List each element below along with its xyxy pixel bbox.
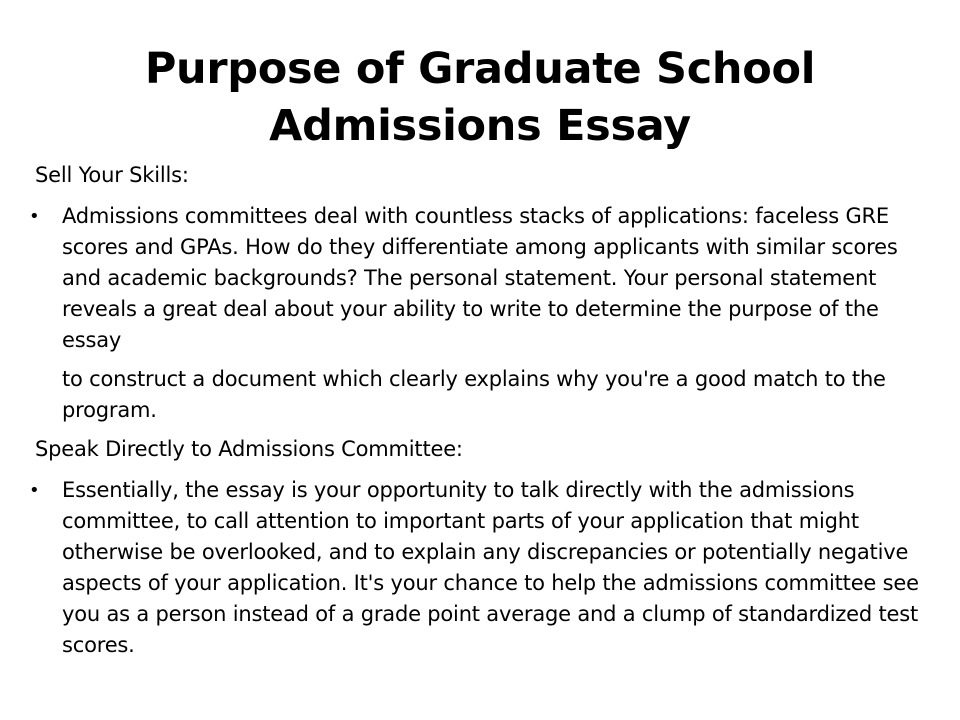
bullet-item-speak-directly bbox=[29, 475, 940, 661]
slide-title-line-1: Purpose of Graduate School bbox=[144, 43, 816, 94]
slide-title bbox=[0, 41, 960, 155]
bullet-text-speak-directly: Essentially, the essay is your opportunity to talk directly with the admissions committee, to call attention to important parts of your application that might otherwise be overlooked, and to explain any discrepancies or potentially negative aspects of your application. It's your chance to help the admissions committee see you as a person instead of a grade point average and a clump of standardized test scores. bbox=[62, 478, 919, 657]
bullet-dot-icon: • bbox=[29, 206, 40, 227]
bullet-text-sell-skills: Admissions committees deal with countless stacks of applications: faceless GRE scores and GPAs. How do they differentiate among applicants with similar scores and academic backgrounds? The personal statement. Your personal statement reveals a great deal about your ability to write to determine the purpose of the essay bbox=[62, 204, 898, 352]
bullet-dot-icon: • bbox=[29, 480, 40, 501]
section-heading-sell-skills: Sell Your Skills: bbox=[35, 163, 189, 187]
slide-body bbox=[29, 160, 940, 661]
section-heading-speak-directly: Speak Directly to Admissions Committee: bbox=[35, 437, 463, 461]
slide-title-line-2: Admissions Essay bbox=[269, 100, 691, 151]
bullet-item-sell-skills bbox=[29, 201, 940, 356]
continuation-text-sell-skills: to construct a document which clearly explains why you're a good match to the program. bbox=[62, 367, 886, 422]
